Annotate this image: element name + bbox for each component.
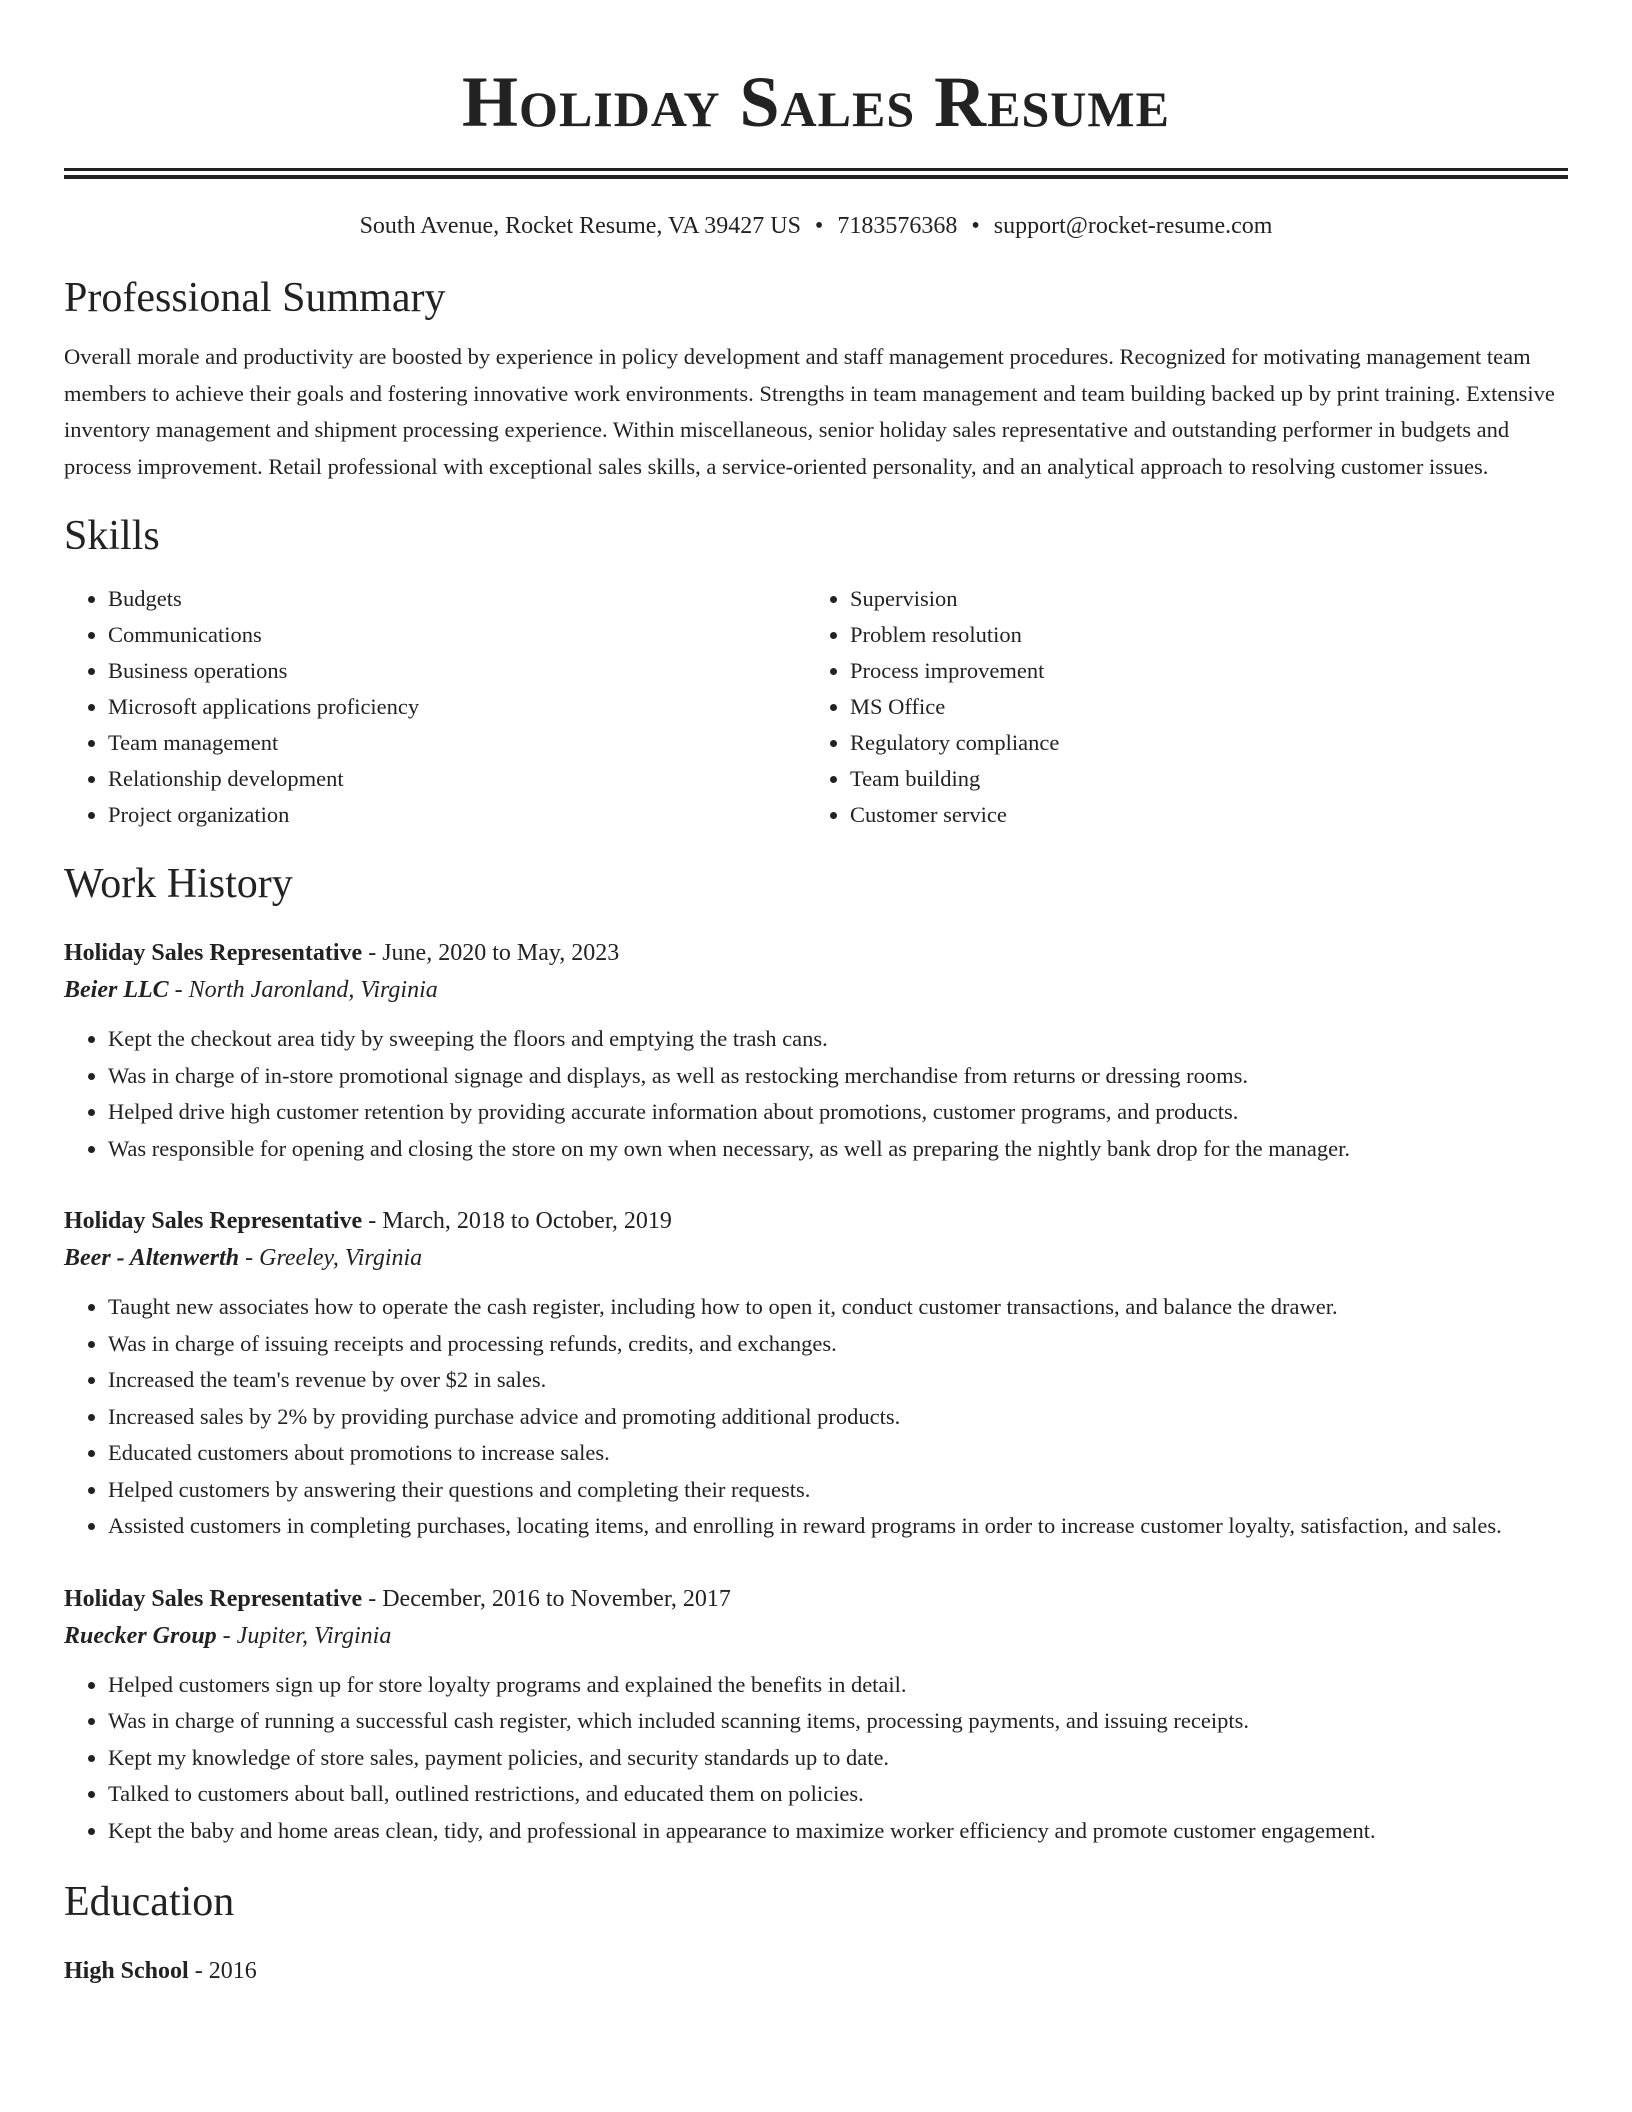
skills-heading: Skills [64, 513, 160, 559]
summary-heading: Professional Summary [64, 275, 446, 321]
job-dates: - June, 2020 to May, 2023 [362, 940, 620, 966]
education-degree: High School [64, 1958, 189, 1984]
job-duty: • Helped customers by answering their questions and completing their requests. [108, 1472, 1568, 1509]
contact-separator: • [971, 213, 980, 239]
resume-title: Holiday Sales Resume [462, 62, 1170, 142]
job-title-line [64, 1203, 1568, 1239]
job-duty: • Kept the baby and home areas clean, tidy, and professional in appearance to maximize worker efficiency and promote customer engagement. [108, 1813, 1568, 1850]
job-role: Holiday Sales Representative [64, 940, 363, 966]
job-entry [64, 1203, 1568, 1545]
skill-item: • Project organization [108, 797, 806, 833]
job-duty: • Kept my knowledge of store sales, payment policies, and security standards up to date. [108, 1740, 1568, 1777]
education-heading: Education [64, 1879, 235, 1925]
job-duty: • Helped drive high customer retention by providing accurate information about promotions, customer programs, and products. [108, 1094, 1568, 1131]
skill-item: • Process improvement [850, 653, 1506, 689]
skill-item: • Budgets [108, 581, 806, 617]
contact-phone: 7183576368 [837, 213, 958, 239]
job-location: - North Jaronland, Virginia [168, 977, 438, 1003]
job-duty: • Talked to customers about ball, outlined restrictions, and educated them on policies. [108, 1776, 1568, 1813]
skills-column-right [806, 581, 1506, 833]
job-duties [64, 1289, 1568, 1545]
skill-item: • Business operations [108, 653, 806, 689]
job-company-line [64, 1239, 1568, 1277]
job-location: - Greeley, Virginia [239, 1245, 423, 1271]
contact-address: South Avenue, Rocket Resume, VA 39427 US [359, 213, 801, 239]
job-entry [64, 1581, 1568, 1850]
job-duty: • Educated customers about promotions to increase sales. [108, 1435, 1568, 1472]
skill-item: • Regulatory compliance [850, 725, 1506, 761]
education-entry [64, 1953, 1568, 1989]
job-dates: - December, 2016 to November, 2017 [362, 1585, 731, 1612]
contact-email: support@rocket-resume.com [993, 213, 1273, 239]
skill-item: • Team building [850, 761, 1506, 797]
skill-item: • Customer service [850, 797, 1506, 833]
job-role: Holiday Sales Representative [64, 1208, 363, 1234]
job-company-line [64, 971, 1568, 1009]
job-entry [64, 935, 1568, 1167]
job-company: Beier LLC [64, 977, 169, 1003]
skill-item: • Microsoft applications proficiency [108, 689, 806, 725]
skills-column-left [64, 581, 806, 833]
job-duty: • Was in charge of issuing receipts and processing refunds, credits, and exchanges. [108, 1326, 1568, 1363]
skill-item: • MS Office [850, 689, 1506, 725]
job-company-line [64, 1617, 1568, 1655]
job-dates: - March, 2018 to October, 2019 [362, 1208, 672, 1234]
summary-text: Overall morale and productivity are boosted by experience in policy development and staff management procedures. Recognized for motivating management team members to achieve their goals and fostering innovative work environments. Strengths in team management and team building backed up by print training. Extensive inventory management and shipment processing experience. Within miscellaneous, senior holiday sales representative and outstanding performer in budgets and process improvement. Retail professional with exceptional sales skills, a service-oriented personality, and an analytical approach to resolving customer issues. [64, 344, 1555, 479]
skills-list [64, 581, 1568, 833]
job-duty: • Was in charge of running a successful cash register, which included scanning items, processing payments, and issuing receipts. [108, 1703, 1568, 1740]
skill-item: • Communications [108, 617, 806, 653]
job-company: Ruecker Group [64, 1622, 217, 1649]
contact-separator: • [814, 213, 824, 239]
job-duties [64, 1021, 1568, 1167]
job-duties [64, 1667, 1568, 1850]
work-history-heading: Work History [64, 861, 293, 907]
title-divider [64, 168, 1568, 179]
contact-line [64, 211, 1568, 241]
skill-item: • Relationship development [108, 761, 806, 797]
job-duty: • Taught new associates how to operate the cash register, including how to open it, conduct customer transactions, and balance the drawer. [108, 1289, 1568, 1326]
job-duty: • Kept the checkout area tidy by sweeping the floors and emptying the trash cans. [108, 1021, 1568, 1058]
skill-item: • Team management [108, 725, 806, 761]
job-company: Beer - Altenwerth [64, 1245, 240, 1271]
job-location: - Jupiter, Virginia [216, 1622, 392, 1649]
job-title-line [64, 935, 1568, 971]
job-duty: • Helped customers sign up for store loyalty programs and explained the benefits in detail. [108, 1667, 1568, 1704]
job-duty: • Was responsible for opening and closing the store on my own when necessary, as well as preparing the nightly bank drop for the manager. [108, 1131, 1568, 1168]
job-duty: • Increased sales by 2% by providing purchase advice and promoting additional products. [108, 1399, 1568, 1436]
education-year: - 2016 [188, 1958, 257, 1984]
skill-item: • Supervision [850, 581, 1506, 617]
job-role: Holiday Sales Representative [64, 1585, 363, 1612]
job-title-line [64, 1581, 1568, 1617]
skill-item: • Problem resolution [850, 617, 1506, 653]
job-duty: • Increased the team's revenue by over $2 in sales. [108, 1362, 1568, 1399]
job-duty: • Was in charge of in-store promotional signage and displays, as well as restocking merchandise from returns or dressing rooms. [108, 1058, 1568, 1095]
job-duty: • Assisted customers in completing purchases, locating items, and enrolling in reward programs in order to increase customer loyalty, satisfaction, and sales. [108, 1508, 1568, 1545]
